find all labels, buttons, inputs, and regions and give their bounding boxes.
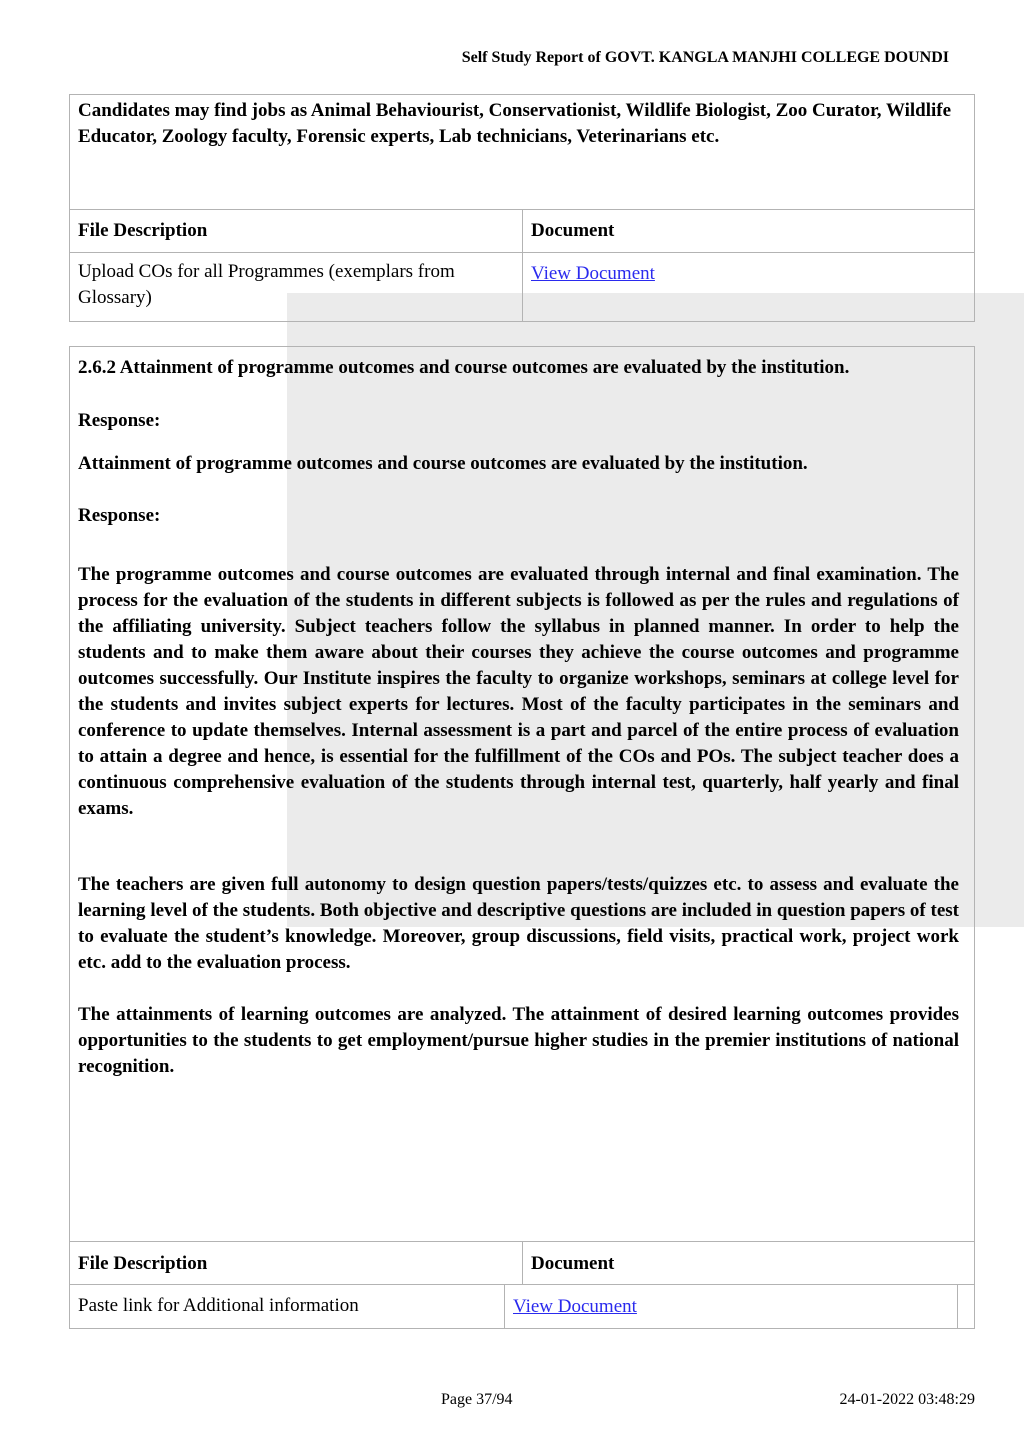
table2-view-document-link[interactable]: View Document <box>513 1296 637 1317</box>
table2-col-file-description: File Description <box>78 1253 208 1274</box>
response-paragraph-1: The programme outcomes and course outcomes are evaluated through internal and final examination. The process for the evaluation of the students in different subjects is followed as per the rules and regulations of the affiliating university. Subject teachers follow the syllabus in planned manner. In order to help the students and to make them aware about their courses they achieve the course outcomes and programme outcomes successfully. Our Institute inspires the faculty to organize workshops, seminars at college level for the students and invites subject experts for lectures. Most of the faculty participates in the seminars and conference to update themselves. Internal assessment is a part and parcel of the entire process of evaluation to attain a degree and hence, is essential for the fulfillment of the COs and POs. The subject teacher does a continuous comprehensive evaluation of the students through internal test, quarterly, half yearly and final exams. <box>78 564 959 819</box>
section-262-block <box>69 346 975 1329</box>
table1-column-divider <box>522 209 523 321</box>
table1-view-document-link[interactable]: View Document <box>531 263 655 284</box>
table2-row-column-divider <box>504 1284 505 1328</box>
careers-text: Candidates may find jobs as Animal Behaviourist, Conservationist, Wildlife Biologist, Zoo Curator, Wildlife Educator, Zoology faculty, Forensic experts, Lab technicians, Veterinarians etc. <box>78 100 952 147</box>
table2-row-description: Paste link for Additional information <box>78 1295 359 1316</box>
table2-header-divider <box>69 1284 975 1285</box>
table1-row-description: Upload COs for all Programmes (exemplars from Glossary) <box>78 261 455 308</box>
table2-header-column-divider <box>522 1241 523 1284</box>
table1-col-file-description: File Description <box>78 220 208 241</box>
page-number: Page 37/94 <box>441 1391 513 1408</box>
response-paragraph-2: The teachers are given full autonomy to design question papers/tests/quizzes etc. to assess and evaluate the learning level of the students. Both objective and descriptive questions are included in question papers of test to evaluate the student’s knowledge. Moreover, group discussions, field visits, practical work, project work etc. add to the evaluation process. <box>78 874 959 973</box>
restated-heading: Attainment of programme outcomes and course outcomes are evaluated by the institution. <box>78 453 808 474</box>
response-paragraph-3: The attainments of learning outcomes are analyzed. The attainment of desired learning outcomes provides opportunities to the students to get employment/pursue higher studies in the premier institutions of national recognition. <box>78 1004 959 1077</box>
report-header-title: Self Study Report of GOVT. KANGLA MANJHI COLLEGE DOUNDI <box>461 49 949 66</box>
table1-col-document: Document <box>531 220 615 241</box>
footer-timestamp: 24-01-2022 03:48:29 <box>839 1391 975 1408</box>
response-label-1: Response: <box>78 410 161 431</box>
response-label-2: Response: <box>78 505 161 526</box>
table2-col-document: Document <box>531 1253 615 1274</box>
table2-row-right-divider <box>957 1284 958 1328</box>
section-262-heading: 2.6.2 Attainment of programme outcomes and course outcomes are evaluated by the institution. <box>78 357 850 378</box>
